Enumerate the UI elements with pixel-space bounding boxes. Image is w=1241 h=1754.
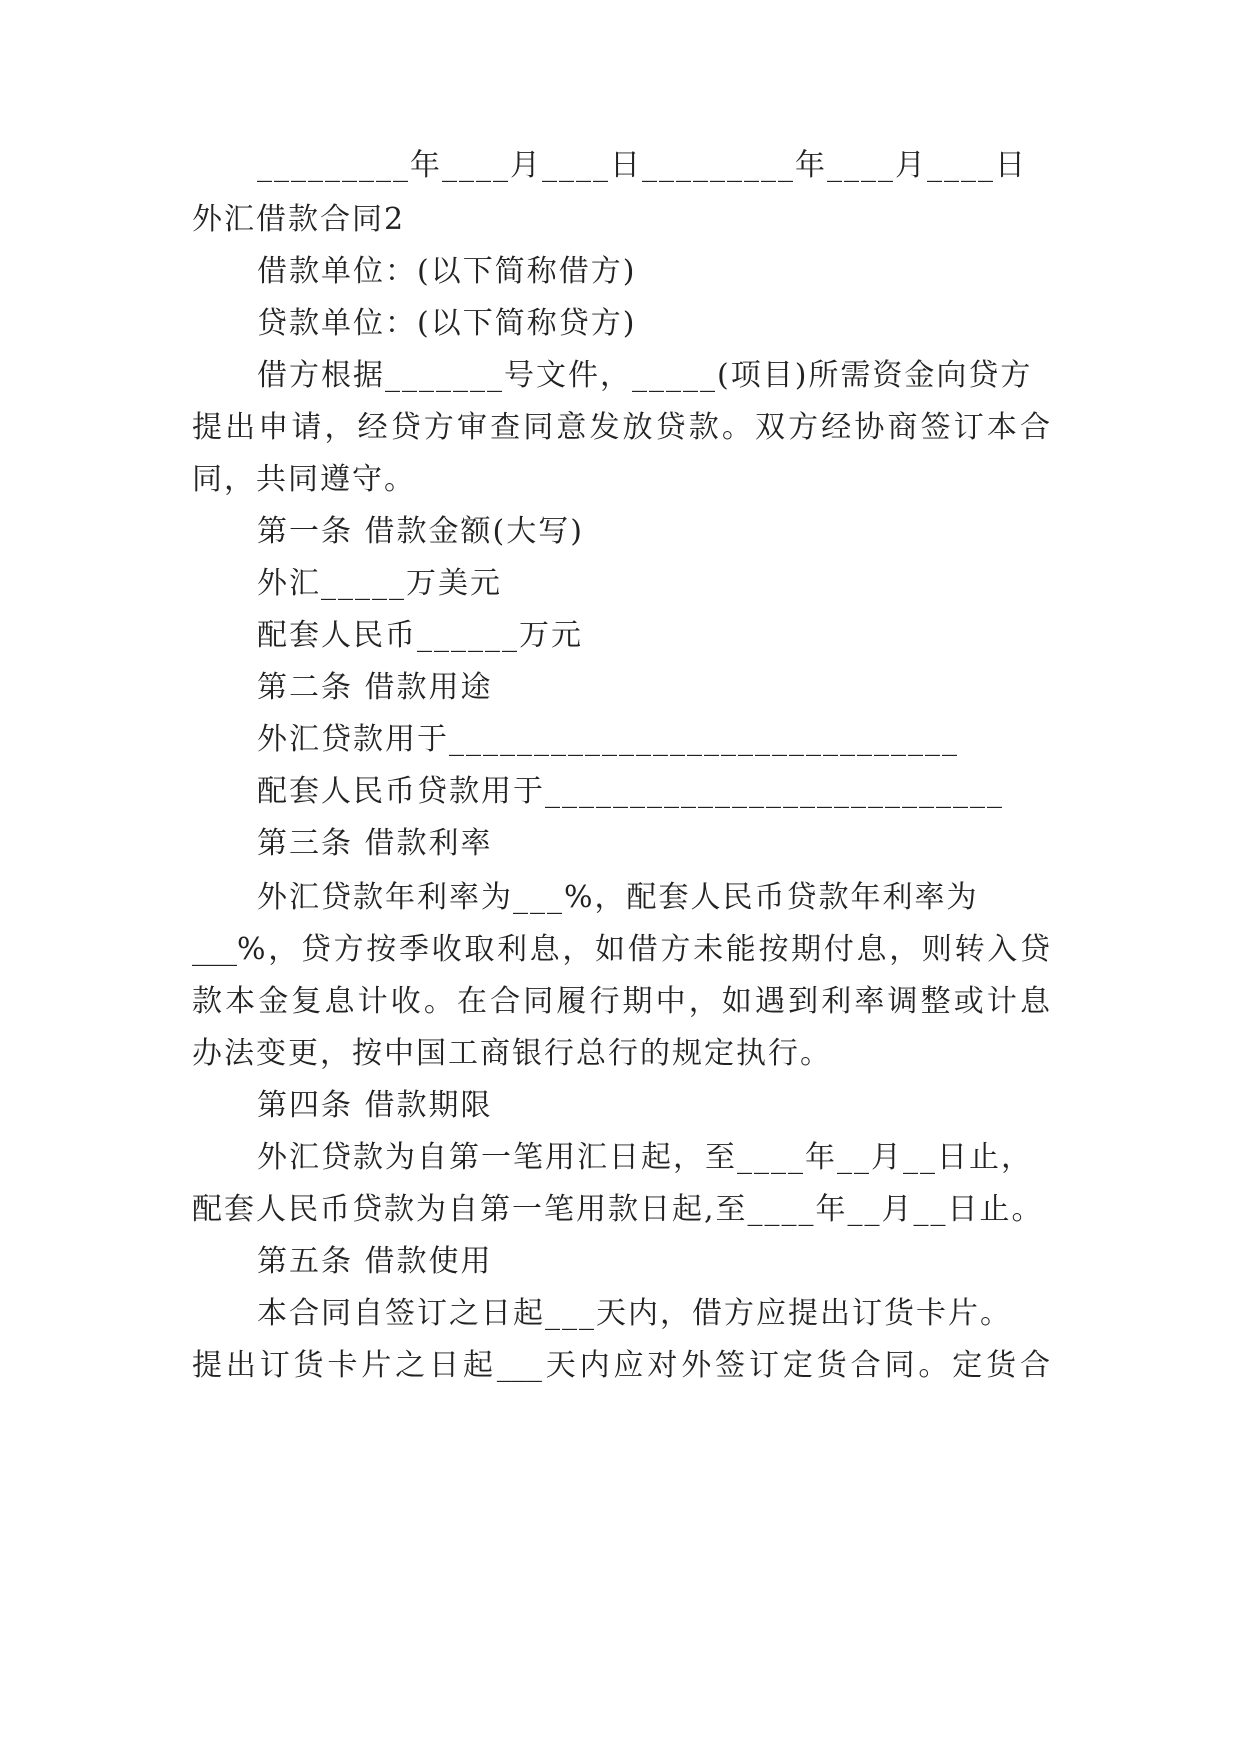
- article-4-line-1: 外汇贷款为自第一笔用汇日起，至____年__月__日止，: [257, 1140, 1033, 1175]
- article-3-line-3: 款本金复息计收。在合同履行期中，如遇到利率调整或计息: [192, 984, 1050, 1019]
- article-2-heading: 第二条 借款用途: [257, 670, 493, 705]
- preamble-line-2: 提出申请，经贷方审查同意发放贷款。双方经协商签订本合: [192, 410, 1050, 445]
- article-5-heading: 第五条 借款使用: [257, 1244, 493, 1279]
- article-3-line-2: ___%，贷方按季收取利息，如借方未能按期付息，则转入贷: [192, 932, 1050, 967]
- preamble-line-3: 同，共同遵守。: [192, 462, 416, 497]
- article-1-heading: 第一条 借款金额(大写): [257, 514, 584, 549]
- document-title: 外汇借款合同2: [192, 202, 406, 237]
- borrower-line: 借款单位：(以下简称借方): [257, 254, 637, 289]
- article-1-line-2: 配套人民币______万元: [257, 618, 583, 653]
- date-line: _________年____月____日_________年____月____日: [257, 148, 1027, 183]
- lender-line: 贷款单位：(以下简称贷方): [257, 306, 637, 341]
- article-4-heading: 第四条 借款期限: [257, 1088, 493, 1123]
- article-2-line-2: 配套人民币贷款用于___________________________: [257, 774, 1004, 809]
- preamble-line-1: 借方根据_______号文件，_____(项目)所需资金向贷方: [257, 358, 1033, 393]
- article-1-line-1: 外汇_____万美元: [257, 566, 502, 601]
- article-3-line-4: 办法变更，按中国工商银行总行的规定执行。: [192, 1036, 832, 1071]
- article-5-line-1: 本合同自签订之日起___天内，借方应提出订货卡片。: [257, 1296, 1012, 1331]
- article-2-line-1: 外汇贷款用于______________________________: [257, 722, 959, 757]
- article-5-line-2: 提出订货卡片之日起___天内应对外签订定货合同。定货合: [192, 1348, 1050, 1383]
- article-3-heading: 第三条 借款利率: [257, 826, 493, 861]
- article-4-line-2: 配套人民币贷款为自第一笔用款日起,至____年__月__日止。: [192, 1192, 1044, 1227]
- article-3-line-1: 外汇贷款年利率为___%，配套人民币贷款年利率为: [257, 880, 979, 915]
